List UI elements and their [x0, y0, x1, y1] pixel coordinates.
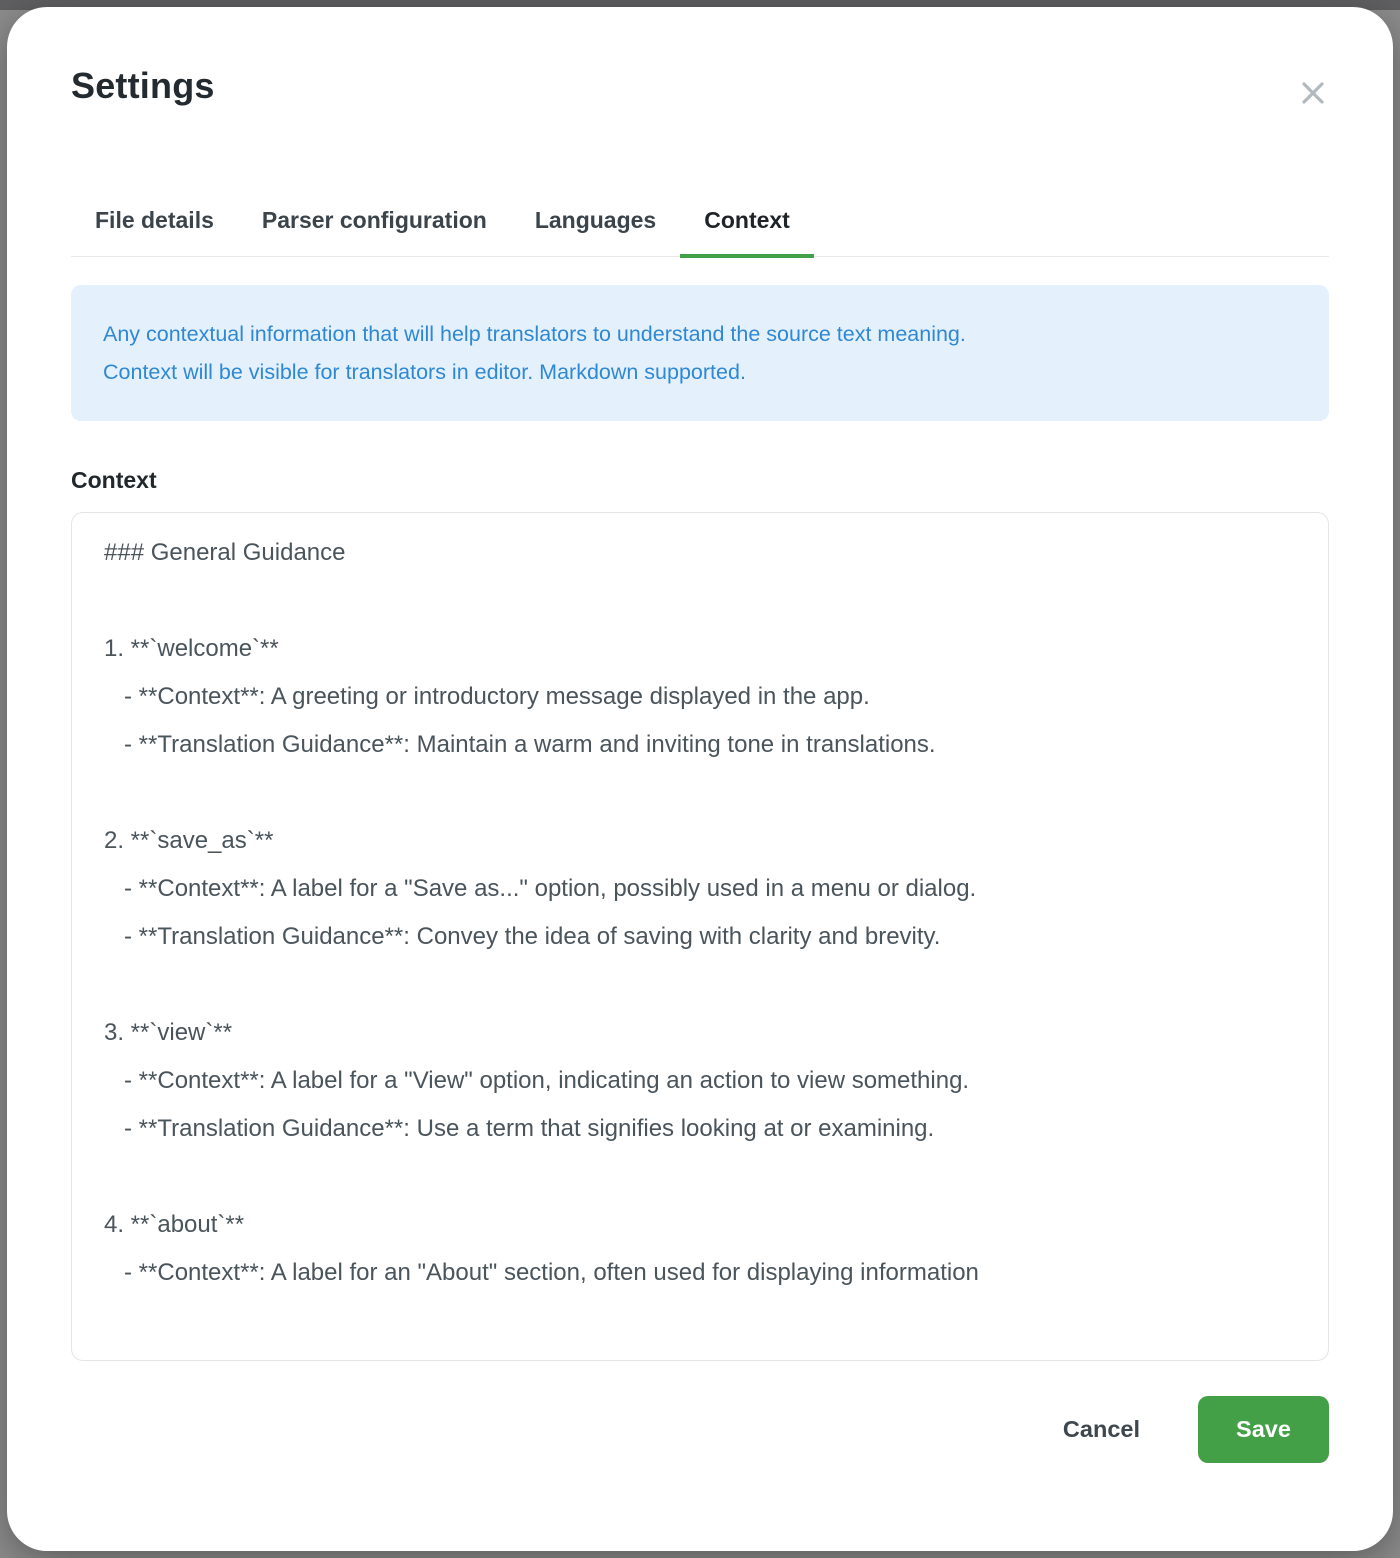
tab-context[interactable]: Context [680, 207, 814, 256]
context-field-label: Context [71, 467, 157, 493]
settings-dialog [7, 7, 1393, 1551]
tab-file-details[interactable]: File details [95, 207, 214, 233]
info-banner-line-2: Context will be visible for translators in editor. Markdown supported. [103, 360, 746, 384]
tab-bar [71, 207, 1329, 257]
close-button[interactable] [1291, 71, 1335, 115]
context-textarea[interactable] [71, 512, 1329, 1361]
cancel-button[interactable]: Cancel [1059, 1408, 1144, 1451]
info-banner-line-1: Any contextual information that will help translators to understand the source text meaning. [103, 322, 966, 346]
dialog-header [71, 65, 1329, 115]
dialog-footer [71, 1396, 1329, 1463]
page-title: Settings [71, 65, 215, 106]
close-icon [1295, 75, 1331, 111]
tab-parser-configuration[interactable]: Parser configuration [261, 207, 487, 233]
info-banner [71, 285, 1329, 421]
tab-languages[interactable]: Languages [534, 207, 657, 233]
save-button[interactable]: Save [1198, 1396, 1329, 1463]
